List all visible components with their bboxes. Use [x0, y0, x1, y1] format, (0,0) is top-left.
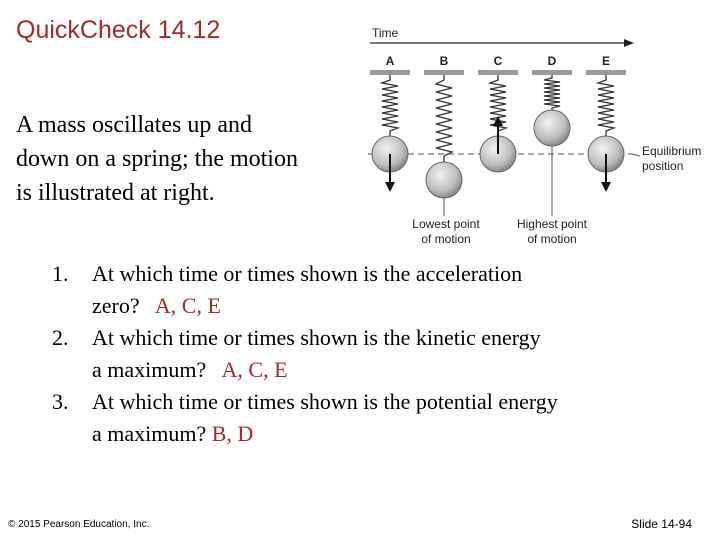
question-text: a maximum? — [92, 421, 207, 446]
ceiling-bar — [370, 70, 410, 75]
column-label-d: D — [547, 54, 557, 68]
column-label-c: C — [493, 54, 503, 68]
question-number: 2. — [52, 325, 69, 350]
spring-diagram — [360, 20, 700, 250]
question-answer: A, C, E — [221, 357, 288, 382]
spring-a — [382, 75, 398, 136]
lowest-point-label: Lowest point of motion — [412, 217, 480, 246]
column-label-a: A — [385, 54, 395, 68]
spring-b — [436, 75, 452, 162]
time-arrow-head — [624, 39, 634, 47]
intro-line: down on a spring; the motion — [16, 146, 298, 172]
question-list — [52, 258, 702, 450]
ceiling-bar — [478, 70, 518, 75]
question-text: zero? — [92, 293, 140, 318]
question-number: 1. — [52, 261, 69, 286]
question-number: 3. — [52, 389, 69, 414]
slide-number: Slide 14-94 — [631, 517, 692, 531]
question-answer: A, C, E — [154, 293, 221, 318]
question-item — [52, 386, 702, 450]
velocity-arrowhead-e — [601, 182, 611, 192]
slide-title: QuickCheck 14.12 — [16, 16, 221, 44]
question-item — [52, 258, 702, 322]
intro-line: A mass oscillates up and — [16, 112, 252, 138]
equilibrium-label: Equilibrium position — [642, 144, 702, 173]
spring-oscillation-figure — [360, 20, 700, 250]
ceiling-bar — [586, 70, 626, 75]
spring-e — [598, 75, 614, 136]
mass-b — [426, 162, 462, 198]
ceiling-bar — [532, 70, 572, 75]
question-item — [52, 322, 702, 386]
time-label: Time — [372, 26, 399, 40]
ceiling-bar — [424, 70, 464, 75]
intro-line: is illustrated at right. — [16, 180, 215, 206]
spring-d — [544, 75, 560, 110]
velocity-arrowhead-a — [385, 182, 395, 192]
question-text: At which time or times shown is the acceleration — [92, 261, 523, 286]
column-label-e: E — [601, 54, 610, 68]
question-answer: B, D — [211, 421, 254, 446]
copyright-notice: © 2015 Pearson Education, Inc. — [8, 519, 150, 530]
question-text: a maximum? — [92, 357, 207, 382]
intro-text — [16, 108, 361, 210]
column-label-b: B — [439, 54, 449, 68]
equilibrium-leader — [632, 154, 640, 156]
question-text: At which time or times shown is the potential energy — [92, 389, 558, 414]
question-text: At which time or times shown is the kinetic energy — [92, 325, 541, 350]
highest-point-label: Highest point of motion — [516, 217, 588, 246]
mass-d — [534, 110, 570, 146]
